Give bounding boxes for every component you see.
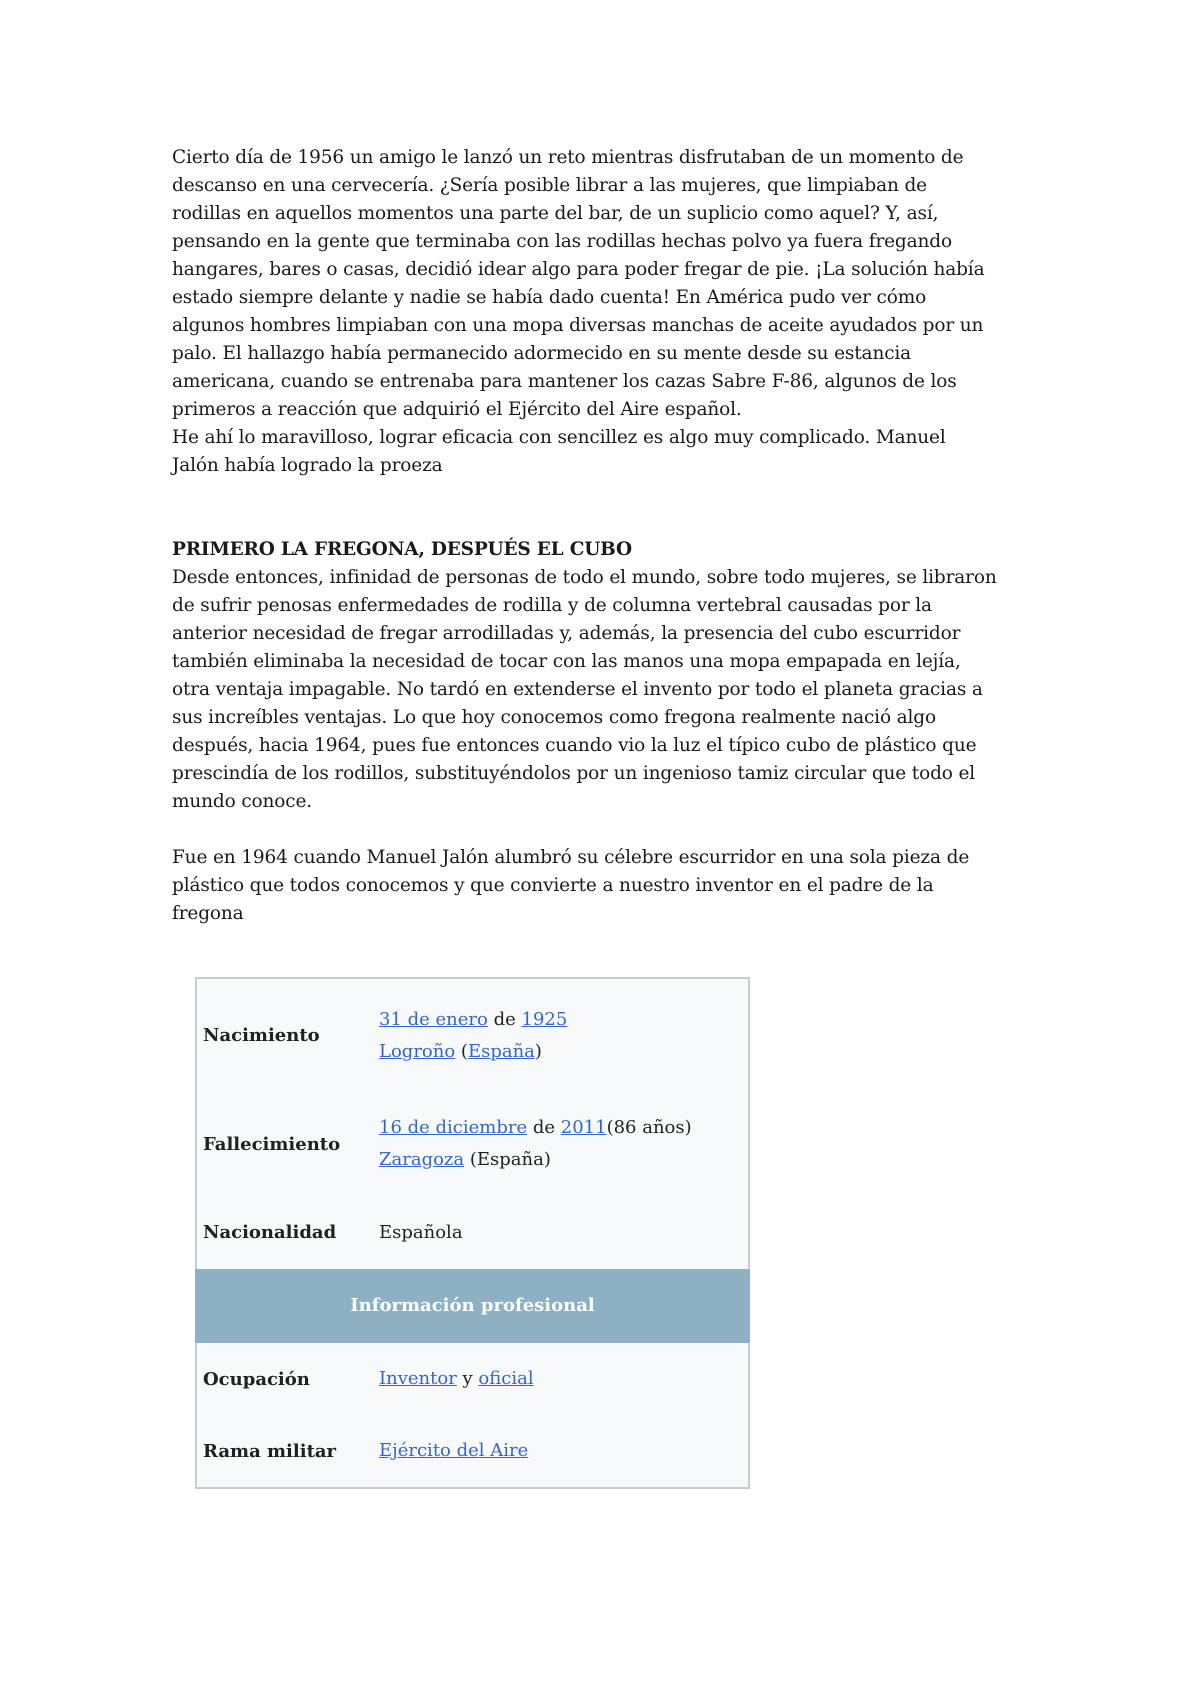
infobox-row-death	[197, 1092, 748, 1196]
text-line: mundo conoce.	[172, 791, 313, 812]
text-line: otra ventaja impagable. No tardó en extenderse el invento por todo el planeta gracias a	[172, 679, 983, 700]
infobox-row-nationality	[197, 1196, 748, 1269]
text-line: descanso en una cervecería. ¿Sería posible librar a las mujeres, que limpiaban de	[172, 175, 927, 196]
paragraph-history	[172, 564, 1052, 816]
paren-close: )	[534, 1040, 542, 1062]
birth-date-line	[379, 1004, 567, 1036]
row-label: Rama militar	[203, 1440, 337, 1462]
text-line: prescindía de los rodillos, substituyéndolos por un ingenioso tamiz circular que todo el	[172, 763, 976, 784]
row-label: Fallecimiento	[203, 1133, 341, 1155]
military-branch-link[interactable]: Ejército del Aire	[379, 1440, 529, 1461]
section-heading: PRIMERO LA FREGONA, DESPUÉS EL CUBO	[172, 539, 632, 560]
row-label: Nacionalidad	[203, 1222, 337, 1243]
death-year-link[interactable]: 2011	[560, 1117, 607, 1138]
occupation-link-oficial[interactable]: oficial	[478, 1368, 534, 1389]
infobox-section-header: Información profesional	[195, 1269, 750, 1343]
birth-date-link[interactable]: 31 de enero	[379, 1008, 488, 1030]
birth-year-link[interactable]: 1925	[521, 1008, 568, 1030]
birth-country-link[interactable]: España	[467, 1040, 535, 1062]
death-place-line	[379, 1144, 692, 1176]
conjunction: y	[456, 1368, 479, 1389]
text-line: pensando en la gente que terminaba con las rodillas hechas polvo ya fuera fregando	[172, 231, 952, 252]
text-line: estado siempre delante y nadie se había dado cuenta! En América pudo ver cómo	[172, 287, 927, 308]
infobox-row-occupation	[197, 1343, 748, 1415]
text-line: Jalón había logrado la proeza	[172, 455, 443, 476]
infobox-row-military-branch	[197, 1415, 748, 1487]
text-line: primeros a reacción que adquirió el Ejército del Aire español.	[172, 399, 742, 420]
text-line: palo. El hallazgo había permanecido adormecido en su mente desde su estancia	[172, 343, 912, 364]
text-line: He ahí lo maravilloso, lograr eficacia con sencillez es algo muy complicado. Manuel	[172, 427, 946, 448]
row-value	[379, 1435, 528, 1467]
row-label: Nacimiento	[203, 1025, 320, 1046]
biography-infobox	[195, 977, 750, 1489]
document-body	[172, 144, 1052, 928]
row-label: Ocupación	[203, 1368, 310, 1390]
text-line: algunos hombres limpiaban con una mopa diversas manchas de aceite ayudados por un	[172, 315, 984, 336]
birth-place-line	[379, 1036, 567, 1068]
text-line: rodillas en aquellos momentos una parte del bar, de un suplicio como aquel? Y, así,	[172, 203, 939, 224]
occupation-link-inventor[interactable]: Inventor	[379, 1368, 457, 1389]
paragraph-intro	[172, 144, 1052, 424]
text-line: también eliminaba la necesidad de tocar con las manos una mopa empapada en lejía,	[172, 651, 961, 672]
birth-place-link[interactable]: Logroño	[379, 1040, 456, 1062]
age-text: (86 años)	[606, 1117, 692, 1138]
row-value: Española	[379, 1221, 463, 1243]
death-date-link[interactable]: 16 de diciembre	[379, 1117, 528, 1138]
infobox-row-birth	[197, 979, 748, 1092]
death-place-link[interactable]: Zaragoza	[379, 1149, 465, 1170]
row-value	[379, 1004, 567, 1068]
text-line: sus increíbles ventajas. Lo que hoy conocemos como fregona realmente nació algo	[172, 707, 936, 728]
death-date-line	[379, 1112, 692, 1144]
text-line: Cierto día de 1956 un amigo le lanzó un reto mientras disfrutaban de un momento de	[172, 147, 964, 168]
row-value	[379, 1112, 692, 1176]
death-country-text: (España)	[464, 1149, 551, 1170]
paren-open: (	[455, 1040, 468, 1062]
text-line: americana, cuando se entrenaba para mantener los cazas Sabre F-86, algunos de los	[172, 371, 957, 392]
text-line: fregona	[172, 903, 244, 924]
spacer	[172, 480, 1052, 536]
paragraph-conclusion	[172, 424, 1052, 480]
date-separator: de	[487, 1008, 522, 1030]
text-line: de sufrir penosas enfermedades de rodilla y de columna vertebral causadas por la	[172, 595, 932, 616]
spacer	[172, 816, 1052, 844]
date-separator: de	[527, 1117, 561, 1138]
text-line: hangares, bares o casas, decidió idear algo para poder fregar de pie. ¡La solución había	[172, 259, 985, 280]
paragraph-invention	[172, 844, 1052, 928]
text-line: anterior necesidad de fregar arrodilladas y, además, la presencia del cubo escurridor	[172, 623, 961, 644]
text-line: Desde entonces, infinidad de personas de todo el mundo, sobre todo mujeres, se libraron	[172, 567, 997, 588]
text-line: plástico que todos conocemos y que convierte a nuestro inventor en el padre de la	[172, 875, 934, 896]
row-value	[379, 1363, 534, 1395]
text-line: después, hacia 1964, pues fue entonces cuando vio la luz el típico cubo de plástico que	[172, 735, 977, 756]
text-line: Fue en 1964 cuando Manuel Jalón alumbró su célebre escurridor en una sola pieza de	[172, 847, 970, 868]
